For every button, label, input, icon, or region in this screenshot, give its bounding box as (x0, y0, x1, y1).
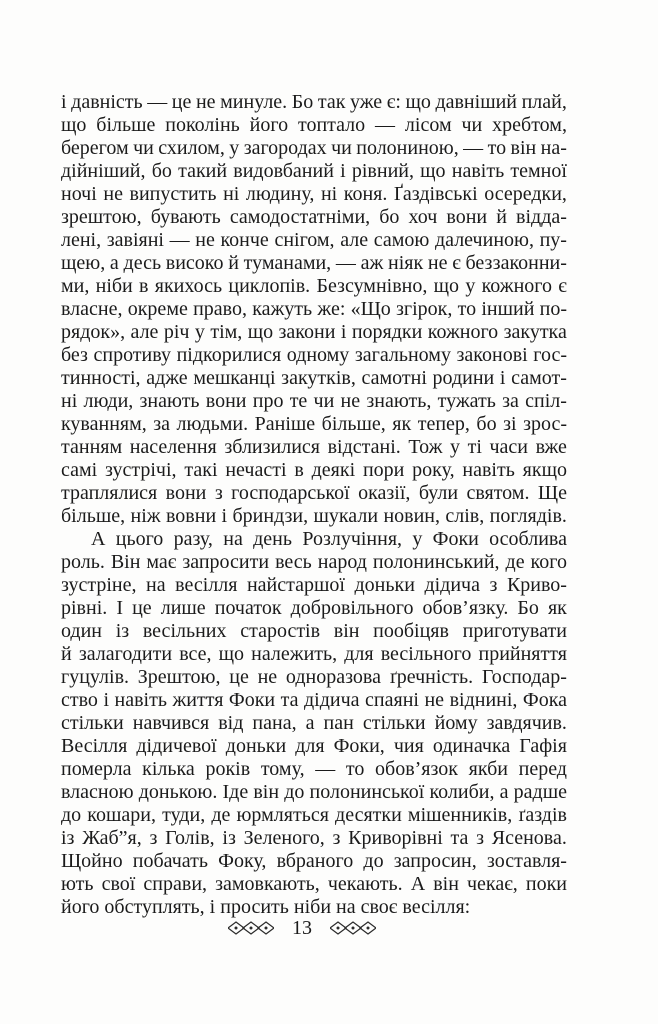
text-line: роль. Він має запросити весь народ полонинський, де кого (61, 551, 567, 573)
text-line: танням населення зблизилися відстані. Тож у ті часи вже (61, 436, 567, 458)
text-line: А цього разу, на день Розлучіння, у Фоки особлива (91, 528, 567, 550)
text-line: ство і навіть життя Фоки та дідича спаяні не віднині, Фока (61, 689, 567, 711)
text-line: його обступлять, і просить ніби на своє весілля: (61, 896, 471, 918)
text-line: ми, ніби в якихось циклопів. Безсумнівно, що у кожного є (61, 275, 567, 297)
text-line: гуцулів. Зрештою, це не одноразова ґречність. Господар- (61, 666, 567, 688)
text-line: зустріне, на весілля найстаршої доньки дідича з Криво- (61, 574, 567, 596)
text-line: ночі не випустить ні людину, ні коня. Ґаздівські осередки, (61, 183, 567, 205)
text-line: й залагодити все, що належить, для весільного прийняття (61, 643, 567, 665)
page-number: 13 (292, 917, 312, 939)
text-line: лені, завіяні — не конче снігом, але самою далечиною, пу- (61, 229, 567, 251)
text-line: рядок», але річ у тім, що закони і порядки кожного закутка (61, 321, 567, 343)
text-line: Весілля дідичевої доньки для Фоки, чия одиначка Гафія (61, 735, 567, 757)
text-line: траплялися вони з господарської оказії, були святом. Ще (61, 482, 567, 504)
text-line: зрештою, бувають самодостатніми, бо хоч вони й відда- (61, 206, 567, 228)
diamond-chain-ornament-icon (228, 921, 274, 935)
page-footer (49, 916, 555, 940)
text-line: куванням, за людьми. Раніше більше, як тепер, бо зі зрос- (61, 413, 567, 435)
text-line: самі зустрічі, такі нечасті в деякі пори року, навіть якщо (61, 459, 567, 481)
text-line: щею, а десь високо й туманами, — аж ніяк не є беззаконни- (61, 252, 567, 274)
text-line: стільки навчився від пана, а пан стільки йому завдячив. (61, 712, 567, 734)
text-line: рівні. І це лише початок добровільного обов’язку. Бо як (61, 597, 567, 619)
text-line: Щойно побачать Фоку, вбраного до запросин, зоставля- (61, 850, 567, 872)
text-line: без спротиву підкорилися одному загальному законові гос- (61, 344, 567, 366)
page-text (61, 91, 567, 919)
text-line: і давність — це не минуле. Бо так уже є: що давніший плай, (61, 91, 567, 113)
text-line: із Жаб”я, з Голів, із Зеленого, з Криворівні та з Ясенова. (61, 827, 567, 849)
text-line: власною донькою. Іде він до полонинської колиби, а радше (61, 781, 567, 803)
text-line: власне, окреме право, кажуть же: «Що згірок, то інший по- (61, 298, 567, 320)
text-line: один із весільних старостів він пообіцяв приготувати (61, 620, 567, 642)
text-line: тинності, адже мешканці закутків, самотні родини і самот- (61, 367, 567, 389)
text-line: ють свої справи, замовкають, чекають. А він чекає, поки (61, 873, 567, 895)
text-line: більше, ніж вовни і бриндзи, шукали новин, слів, поглядів. (61, 505, 567, 527)
text-line: померла кілька років тому, — то обов’язок якби перед (61, 758, 567, 780)
text-line: дійніший, бо такий видовбаний і рівний, що навіть темної (61, 160, 567, 182)
text-line: що більше поколінь його топтало — лісом чи хребтом, (61, 114, 567, 136)
text-line: берегом чи схилом, у загородах чи полониною, — то він на- (61, 137, 567, 159)
text-line: до кошари, туди, де юрмляться десятки мішенників, ґаздів (61, 804, 567, 826)
diamond-chain-ornament-icon (330, 921, 376, 935)
text-line: ні люди, знають вони про те чи не знають, тужать за спіл- (61, 390, 567, 412)
